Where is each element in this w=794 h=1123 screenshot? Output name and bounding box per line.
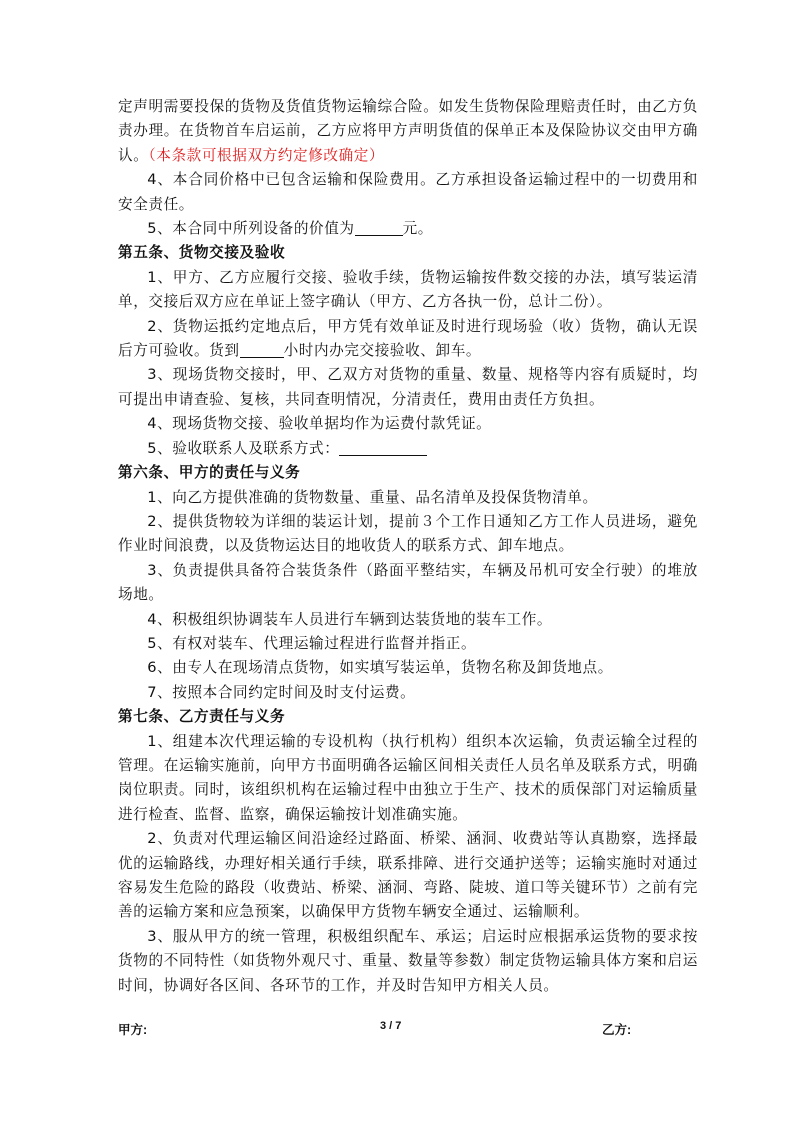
footer-page-number: 3 / 7: [380, 1020, 402, 1032]
paragraph-insurance-text: 定声明需要投保的货物及货值货物运输综合险。如发生货物保险理赔责任时，由乙方负责办理。在货物首车启运前，乙方应将甲方声明货值的保单正本及保险协议交由甲方确认。: [118, 98, 698, 164]
equipment-value-blank[interactable]: [355, 218, 403, 236]
heading-article-5: 第五条、货物交接及验收: [118, 244, 286, 262]
paragraph-6-6: 6、由专人在现场清点货物，如实填写装运单，货物名称及卸货地点。: [147, 659, 613, 677]
paragraph-5-5: [118, 437, 698, 461]
footer-party-a: 甲方:: [118, 1023, 148, 1037]
page-body: [118, 95, 698, 998]
paragraph-5-2: [118, 315, 698, 364]
paragraph-5-1: 1、甲方、乙方应履行交接、验收手续，货物运输按件数交接的办法，填写装运清单，交接后双方应在单证上签字确认（甲方、乙方各执一份，总计二份）。: [118, 268, 698, 311]
paragraph-price-includes: 4、本合同价格中已包含运输和保险费用。乙方承担设备运输过程中的一切费用和安全责任。: [118, 171, 698, 213]
paragraph-6-2: 2、提供货物较为详细的装运计划，提前３个工作日通知乙方工作人员进场，避免作业时间浪费，以及货物运达目的地收货人的联系方式、卸车地点。: [118, 512, 698, 555]
paragraph-5-2-before: 2、货物运抵约定地点后，甲方凭有效单证及时进行现场验（收）货物，确认无误后方可验收。货到: [118, 317, 698, 360]
red-editable-note: （本条款可根据双方约定修改确定）: [148, 146, 385, 164]
paragraph-5-4: 4、现场货物交接、验收单据均作为运费付款凭证。: [147, 415, 492, 433]
paragraph-6-3: 3、负责提供具备符合装货条件（路面平整结实，车辆及吊机可安全行驶）的堆放场地。: [118, 561, 698, 604]
paragraph-6-7: 7、按照本合同约定时间及时支付运费。: [147, 683, 416, 701]
heading-article-6: 第六条、甲方的责任与义务: [118, 464, 301, 482]
paragraph-7-2: 2、负责对代理运输区间沿途经过路面、桥梁、涵洞、收费站等认真勘察，选择最优的运输路线，办理好相关通行手续，联系排障、进行交通护送等；运输实施时对通过容易发生危险的路段（收费站、桥梁、涵洞、弯路、陡坡、道口等关键环节）之前有完善的运输方案和应急预案，以确保甲方货物车辆安全通过、运输顺利。: [118, 830, 698, 921]
heading-article-7: 第七条、乙方责任与义务: [118, 708, 286, 726]
hours-blank[interactable]: [240, 340, 284, 358]
footer-party-b: 乙方:: [602, 1023, 632, 1037]
paragraph-6-4: 4、积极组织协调装车人员进行车辆到达装货地的装车工作。: [147, 610, 553, 628]
page-footer: [118, 1020, 638, 1040]
contact-label: 5、验收联系人及联系方式：: [147, 439, 340, 457]
paragraph-5-2-after: 小时内办完交接验收、卸车。: [283, 342, 482, 360]
paragraph-7-1: 1、组建本次代理运输的专设机构（执行机构）组织本次运输，负责运输全过程的管理。在运输实施前，向甲方书面明确各运输区间相关责任人员名单及联系方式，明确岗位职责。同时，该组织机构在运输过程中由独立于生产、技术的质保部门对运输质量进行检查、监督、监察，确保运输按计划准确实施。: [118, 732, 698, 823]
paragraph-6-5: 5、有权对装车、代理运输过程进行监督并指正。: [147, 634, 477, 652]
paragraph-6-1: 1、向乙方提供准确的货物数量、重量、品名清单及投保货物清单。: [147, 488, 598, 506]
paragraph-5-3: 3、现场货物交接时，甲、乙双方对货物的重量、数量、规格等内容有质疑时，均可提出申请查验、复核，共同查明情况，分清责任，费用由责任方负担。: [118, 366, 698, 408]
equipment-value-label: 5、本合同中所列设备的价值为: [147, 220, 355, 238]
paragraph-equipment-value: [118, 217, 698, 241]
equipment-value-unit: 元。: [402, 220, 433, 238]
paragraph-7-3: 3、服从甲方的统一管理，积极组织配车、承运；启运时应根据承运货物的要求按货物的不同特性（如货物外观尺寸、重量、数量等参数）制定货物运输具体方案和启运时间，协调好各区间、各环节的工作，并及时告知甲方相关人员。: [118, 927, 698, 994]
paragraph-insurance: [118, 95, 698, 168]
contact-blank[interactable]: [339, 438, 427, 456]
